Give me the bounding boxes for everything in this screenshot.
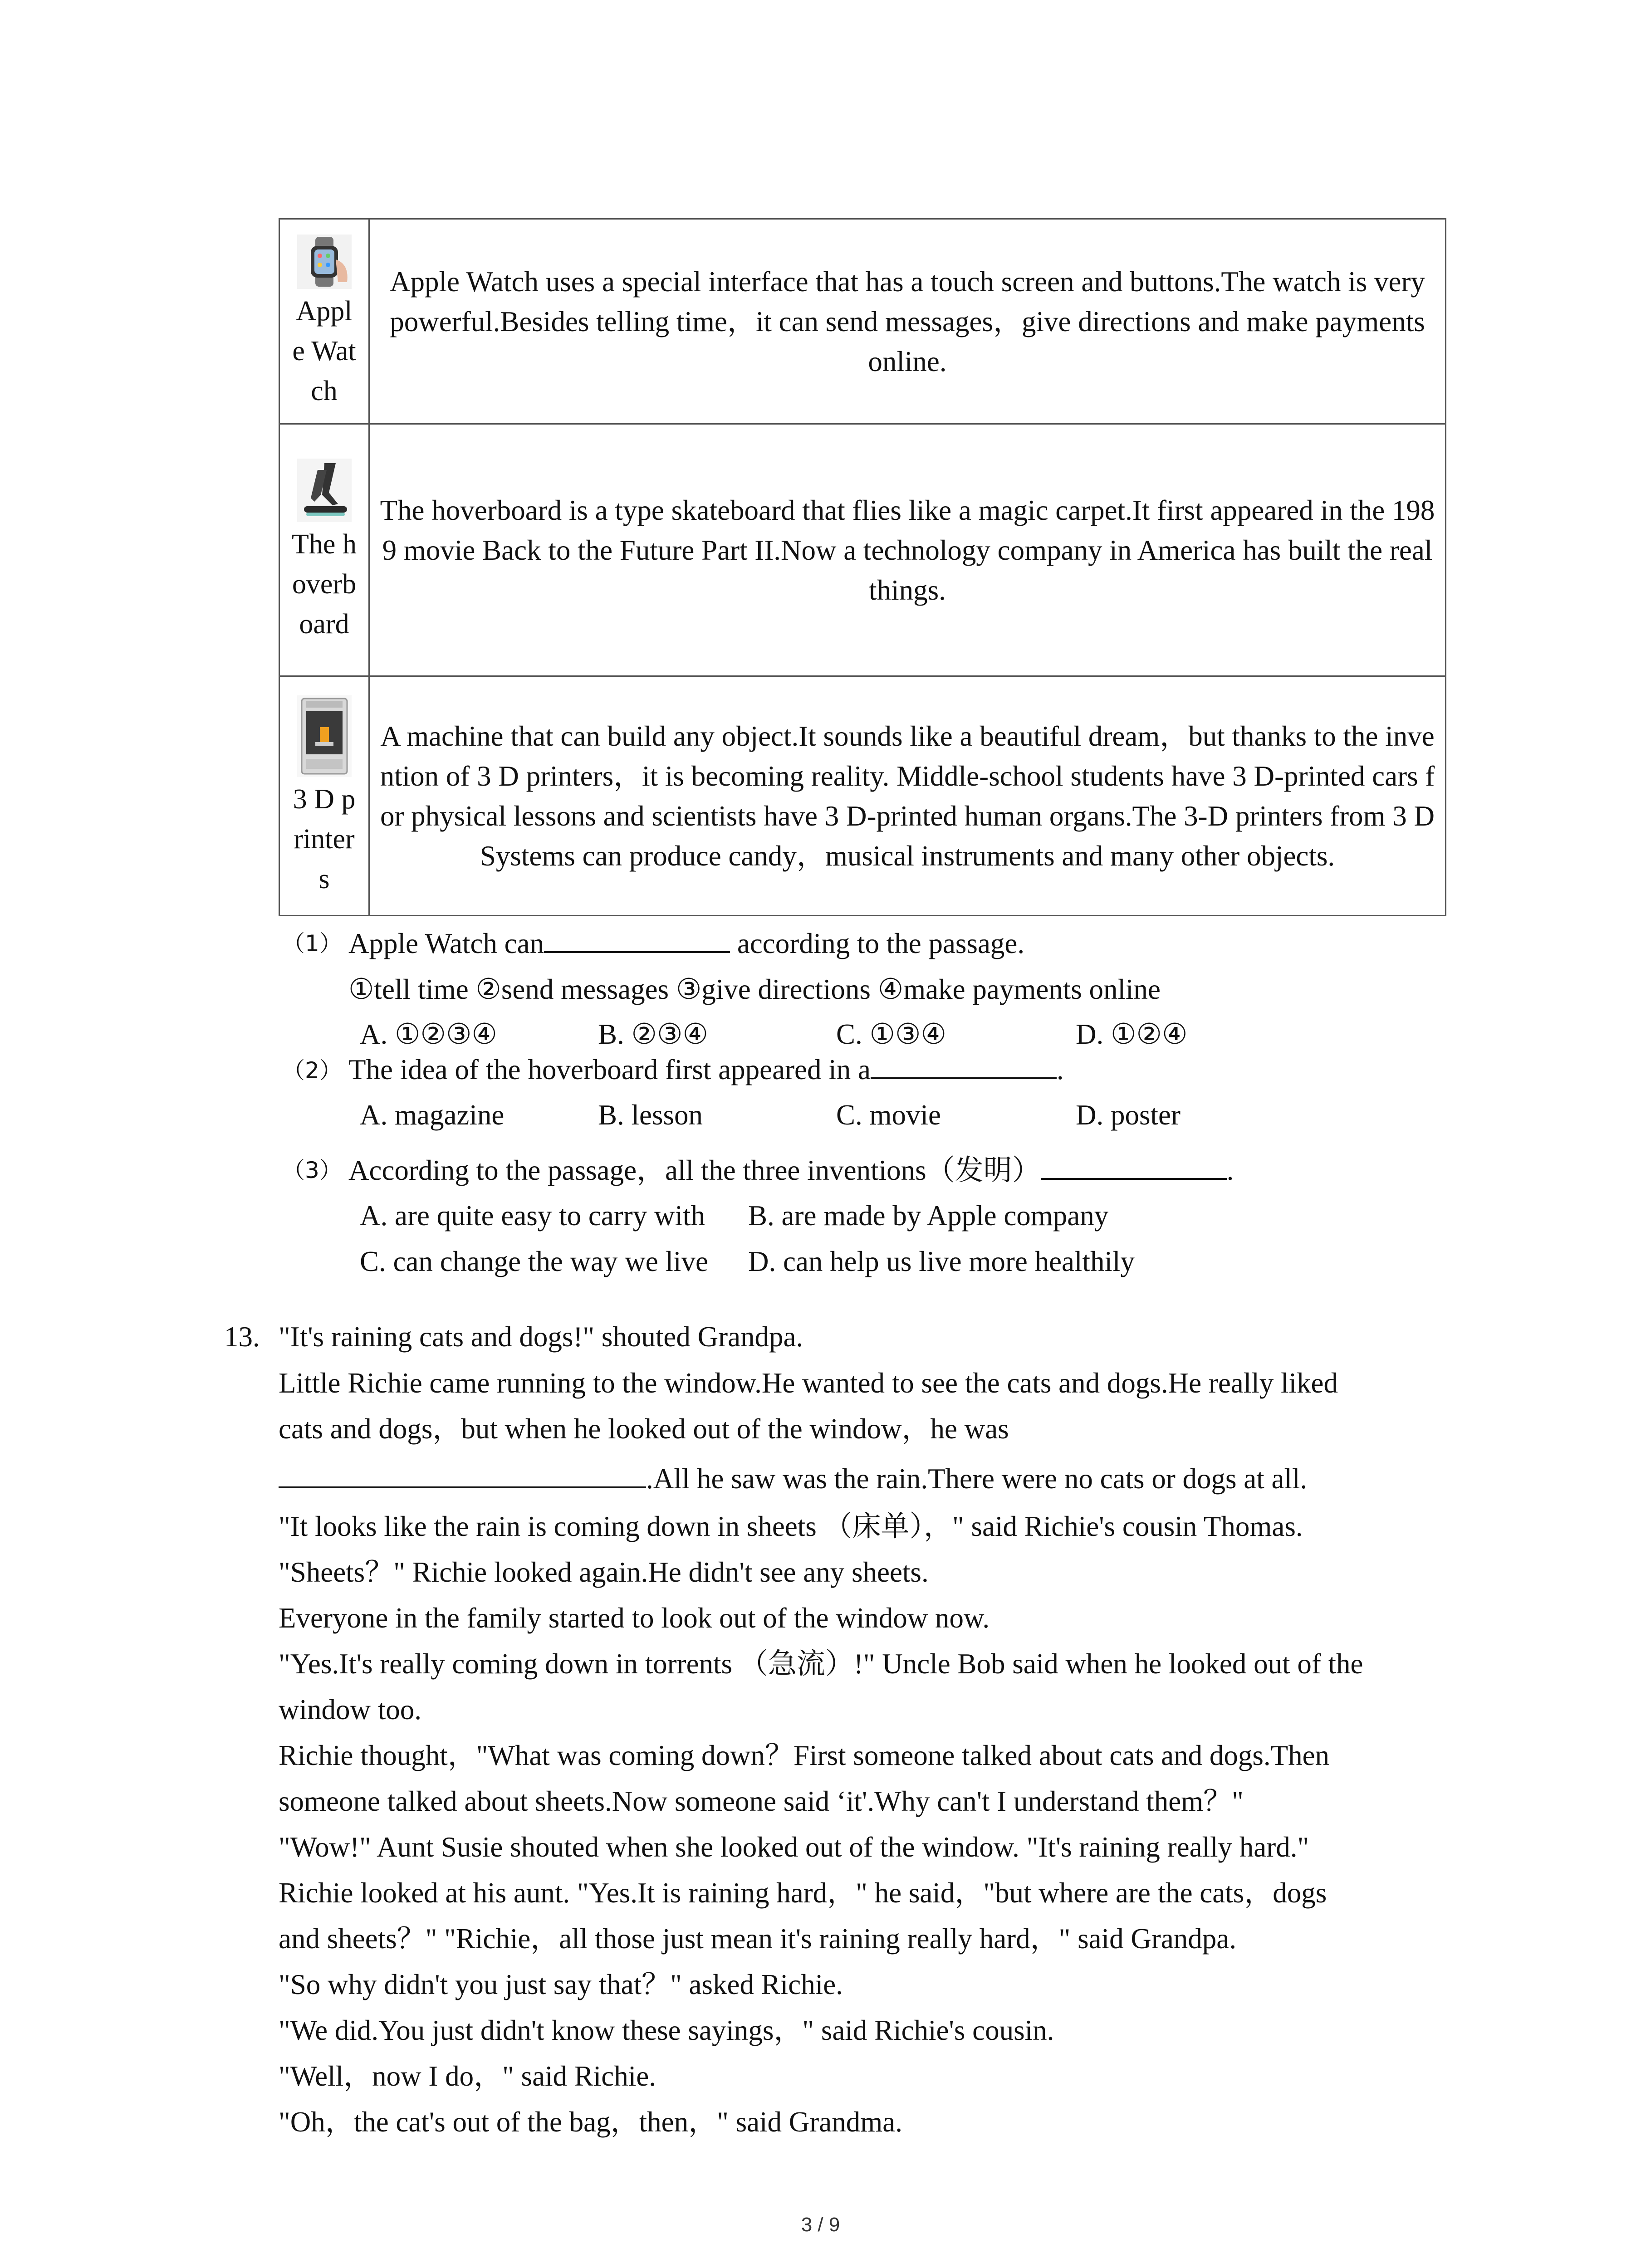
invention-name: 3 D printers: [293, 783, 356, 894]
passage-line: window too.: [279, 1694, 421, 1725]
table-row: [279, 424, 1446, 676]
question-number: （2）: [282, 1057, 342, 1084]
passage-line: Richie thought，"What was coming down？First someone talked about cats and dogs.Then: [279, 1740, 1330, 1771]
answer-blank[interactable]: [871, 1050, 1057, 1079]
passage-line: someone talked about sheets.Now someone said ‘it'.Why can't I understand them？": [279, 1785, 1244, 1817]
passage-line: "Well，now I do，" said Richie.: [279, 2060, 656, 2092]
hoverboard-icon: [293, 456, 356, 524]
option-b[interactable]: B. are made by Apple company: [748, 1200, 1109, 1232]
description-text: A machine that can build any object.It sounds like a beautiful dream，but thanks to the invention of 3 D printers，it is becoming reality. Middle-school students have 3 D-printed cars for physical lessons and scientists have 3 D-printed human organs.The 3-D printers from 3 D Systems can produce candy，musical instruments and many other objects.: [380, 720, 1435, 872]
option-c[interactable]: C. can change the way we live: [360, 1246, 708, 1277]
invention-name: The hoverboard: [292, 528, 357, 640]
option-b[interactable]: B. ②③④: [598, 1018, 708, 1050]
invention-icon-cell: [279, 676, 369, 916]
page-number: 3 / 9: [801, 2214, 840, 2236]
option-c[interactable]: C. movie: [836, 1099, 941, 1131]
option-a[interactable]: A. ①②③④: [360, 1018, 497, 1050]
option-d[interactable]: D. ①②④: [1076, 1018, 1188, 1050]
question-number: （1）: [282, 930, 342, 957]
table-row: [279, 219, 1446, 424]
answer-blank[interactable]: [544, 924, 730, 953]
stem-text: According to the passage，all the three inventions（发明）: [348, 1154, 1041, 1186]
passage-line: "So why didn't you just say that？" asked Richie.: [279, 1969, 843, 2000]
passage-line: Everyone in the family started to look out of the window now.: [279, 1602, 990, 1634]
option-d[interactable]: D. can help us live more healthily: [748, 1246, 1135, 1277]
question-extra: ①tell time ②send messages ③give directions ④make payments online: [348, 973, 1161, 1005]
table-row: [279, 676, 1446, 916]
option-a[interactable]: A. magazine: [360, 1099, 505, 1131]
passage-line: "Yes.It's really coming down in torrents （急流）!" Uncle Bob said when he looked out of the: [279, 1648, 1363, 1680]
option-a[interactable]: A. are quite easy to carry with: [360, 1200, 705, 1232]
inventions-table: [279, 218, 1446, 916]
description-text: Apple Watch uses a special interface that has a touch screen and buttons.The watch is very powerful.Besides telling time，it can send messages，give directions and make payments online.: [390, 265, 1425, 377]
description-text: The hoverboard is a type skateboard that flies like a magic carpet.It first appeared in the 1989 movie Back to the Future Part II.Now a technology company in America has built the real things.: [380, 494, 1435, 606]
answer-blank[interactable]: [1041, 1151, 1227, 1180]
invention-description: [369, 676, 1446, 916]
stem-text: The idea of the hoverboard first appeared in a: [348, 1054, 871, 1085]
passage-number: 13.: [224, 1321, 260, 1353]
invention-name: Apple Watch: [292, 295, 356, 406]
option-c[interactable]: C. ①③④: [836, 1018, 946, 1050]
stem-text: .: [1056, 1054, 1064, 1085]
question-stem: [348, 921, 1024, 966]
invention-icon-cell: [279, 219, 369, 424]
passage-line-with-blank: [279, 1456, 1307, 1501]
invention-icon-cell: [279, 424, 369, 676]
passage-line: Richie looked at his aunt. "Yes.It is raining hard，" he said，"but where are the cats，dogs: [279, 1877, 1327, 1909]
stem-text: according to the passage.: [730, 928, 1025, 959]
question-number: （3）: [282, 1157, 342, 1183]
passage-line: "Oh，the cat's out of the bag，then，" said Grandma.: [279, 2106, 902, 2138]
passage-line: "We did.You just didn't know these sayings，" said Richie's cousin.: [279, 2014, 1054, 2046]
passage-line: "Sheets？" Richie looked again.He didn't see any sheets.: [279, 1556, 929, 1588]
option-d[interactable]: D. poster: [1076, 1099, 1181, 1131]
passage-line: and sheets？" "Richie，all those just mean it's raining really hard，" said Grandpa.: [279, 1923, 1236, 1955]
stem-text: .: [1226, 1154, 1234, 1186]
stem-text: Apple Watch can: [348, 928, 544, 959]
invention-description: [369, 424, 1446, 676]
passage-text: .All he saw was the rain.There were no cats or dogs at all.: [646, 1463, 1308, 1495]
passage-line: "It's raining cats and dogs!" shouted Grandpa.: [279, 1321, 803, 1353]
question-stem: [348, 1148, 1234, 1193]
invention-description: [369, 219, 1446, 424]
passage-line: Little Richie came running to the window.He wanted to see the cats and dogs.He really liked: [279, 1367, 1338, 1399]
passage-line: "Wow!" Aunt Susie shouted when she looked out of the window. "It's raining really hard.": [279, 1831, 1309, 1863]
passage-line: "It looks like the rain is coming down in sheets （床单），" said Richie's cousin Thomas.: [279, 1510, 1303, 1542]
smartwatch-icon: [293, 232, 356, 291]
passage-line: cats and dogs，but when he looked out of the window，he was: [279, 1413, 1009, 1445]
3d-printer-icon: [295, 693, 354, 779]
answer-blank[interactable]: [279, 1459, 646, 1488]
question-stem: [348, 1047, 1064, 1092]
option-b[interactable]: B. lesson: [598, 1099, 703, 1131]
